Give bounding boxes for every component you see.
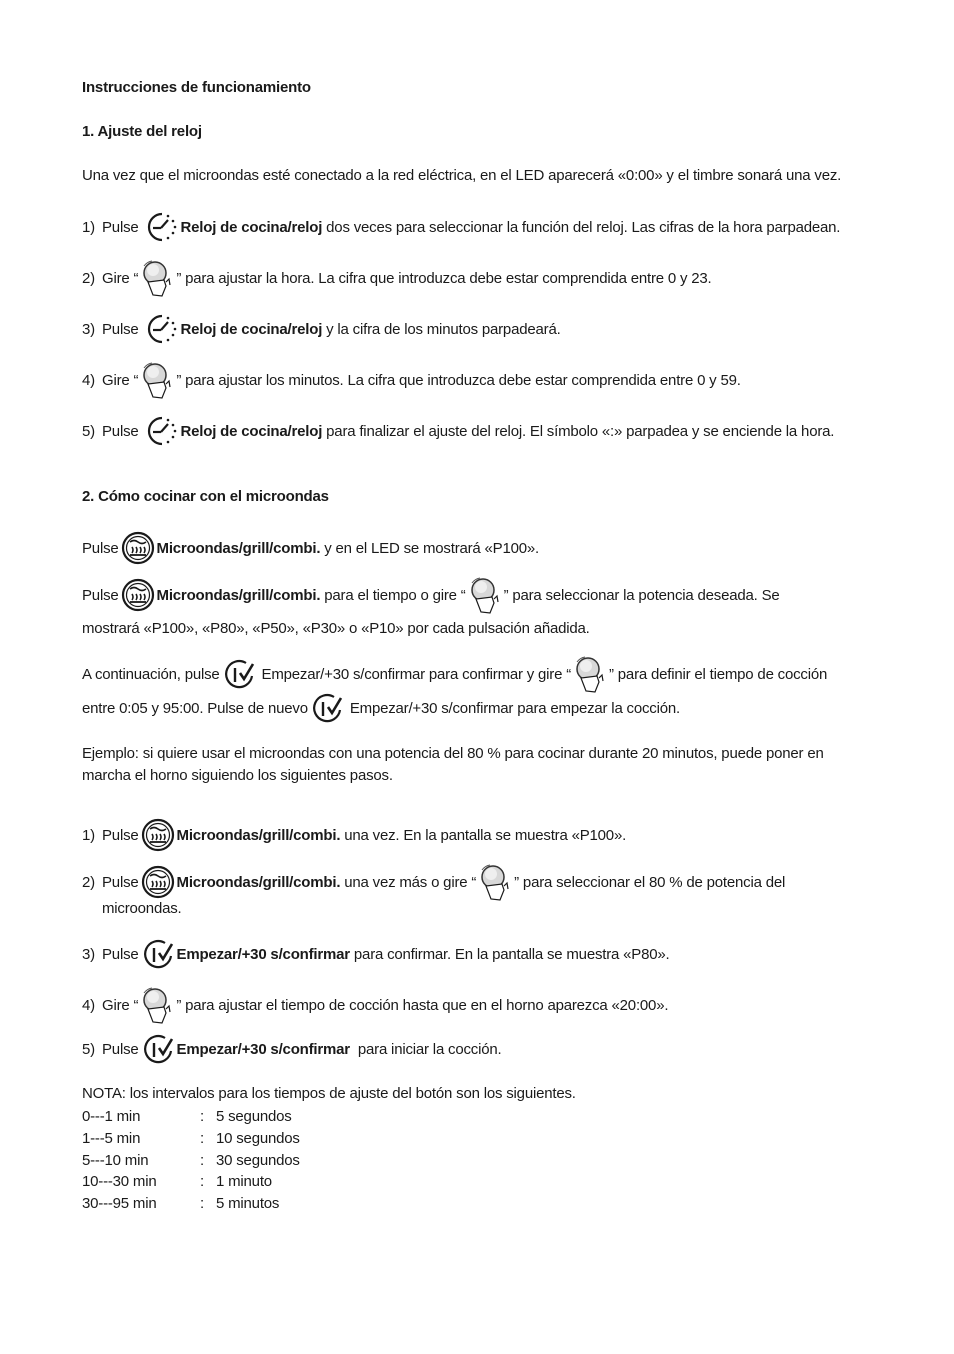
section2-step-4: 4) Gire “ ” para ajustar el tiempo de cocción hasta que en el horno aparezca «20:00». [82,995,668,1017]
section2-heading: 2. Cómo cocinar con el microondas [82,488,329,505]
example-line-2: marcha el horno siguiendo los siguientes pasos. [82,767,393,784]
section2-paragraph-3-line2: entre 0:05 y 95:00. Pulse de nuevo Empezar/+30 s/confirmar para empezar la cocción. [82,699,680,719]
section2-step-2: 2) Pulse Microondas/grill/combi. una vez más o gire “ ” para seleccionar el 80 % de potencia del [82,872,785,894]
rotary-knob-hand-icon [140,985,174,1025]
section1-step-3: 3) Pulse Reloj de cocina/reloj y la cifra de los minutos parpadeará. [82,320,561,340]
section1-step-5: 5) Pulse Reloj de cocina/reloj para finalizar el ajuste del reloj. El símbolo «:» parpadea y se enciende la hora. [82,422,834,442]
section1-step-1: 1) Pulse Reloj de cocina/reloj dos veces para seleccionar la función del reloj. Las cifras de la hora parpadean. [82,218,840,238]
rotary-knob-hand-icon [573,654,607,694]
start-confirm-icon [310,692,344,724]
rotary-knob-hand-icon [468,575,502,615]
microwave-grill-icon [121,531,155,565]
note-row: 1---5 min : 10 segundos [82,1129,300,1147]
start-confirm-icon [141,938,175,970]
section2-paragraph-2-line2: mostrará «P100», «P80», «P50», «P30» o «P10» por cada pulsación añadida. [82,620,590,637]
start-confirm-icon [141,1033,175,1065]
note-row: 10---30 min : 1 minuto [82,1173,272,1191]
note-intro: NOTA: los intervalos para los tiempos de ajuste del botón son los siguientes. [82,1085,576,1102]
rotary-knob-hand-icon [140,258,174,298]
microwave-grill-icon [141,865,175,899]
clock-timer-icon [145,313,179,345]
example-line-1: Ejemplo: si quiere usar el microondas con una potencia del 80 % para cocinar durante 20 minutos, puede poner en [82,745,824,762]
clock-timer-icon [145,415,179,447]
note-row: 0---1 min : 5 segundos [82,1108,292,1125]
section1-heading: 1. Ajuste del reloj [82,123,202,140]
note-row: 30---95 min : 5 minutos [82,1195,280,1213]
section1-step-4: 4) Gire “ ” para ajustar los minutos. La cifra que introduzca debe estar comprendida entre 0 y 59. [82,370,741,392]
section2-step-3: 3) Pulse Empezar/+30 s/confirmar para confirmar. En la pantalla se muestra «P80». [82,945,670,965]
clock-timer-icon [145,211,179,243]
section2-paragraph-1: Pulse Microondas/grill/combi. y en el LED se mostrará «P100». [82,539,539,559]
section1-step-2: 2) Gire “ ” para ajustar la hora. La cifra que introduzca debe estar comprendida entre 0 y 23. [82,268,712,290]
section2-paragraph-3: A continuación, pulse Empezar/+30 s/confirmar para confirmar y gire “ ” para definir el tiempo de cocción [82,664,827,686]
document-title: Instrucciones de funcionamiento [82,79,311,96]
rotary-knob-hand-icon [478,862,512,902]
section2-step-1: 1) Pulse Microondas/grill/combi. una vez. En la pantalla se muestra «P100». [82,826,626,846]
microwave-grill-icon [121,578,155,612]
microwave-grill-icon [141,818,175,852]
start-confirm-icon [222,658,256,690]
rotary-knob-hand-icon [140,360,174,400]
note-row: 5---10 min : 30 segundos [82,1151,300,1169]
section2-step-5: 5) Pulse Empezar/+30 s/confirmar para iniciar la cocción. [82,1040,501,1060]
section1-intro: Una vez que el microondas esté conectado a la red eléctrica, en el LED aparecerá «0:00» y el timbre sonará una vez. [82,167,842,184]
note-table [0,1106,954,1215]
section2-step-2-line2: microondas. [102,900,182,917]
section2-paragraph-2: Pulse Microondas/grill/combi. para el tiempo o gire “ ” para seleccionar la potencia deseada. Se [82,585,780,607]
